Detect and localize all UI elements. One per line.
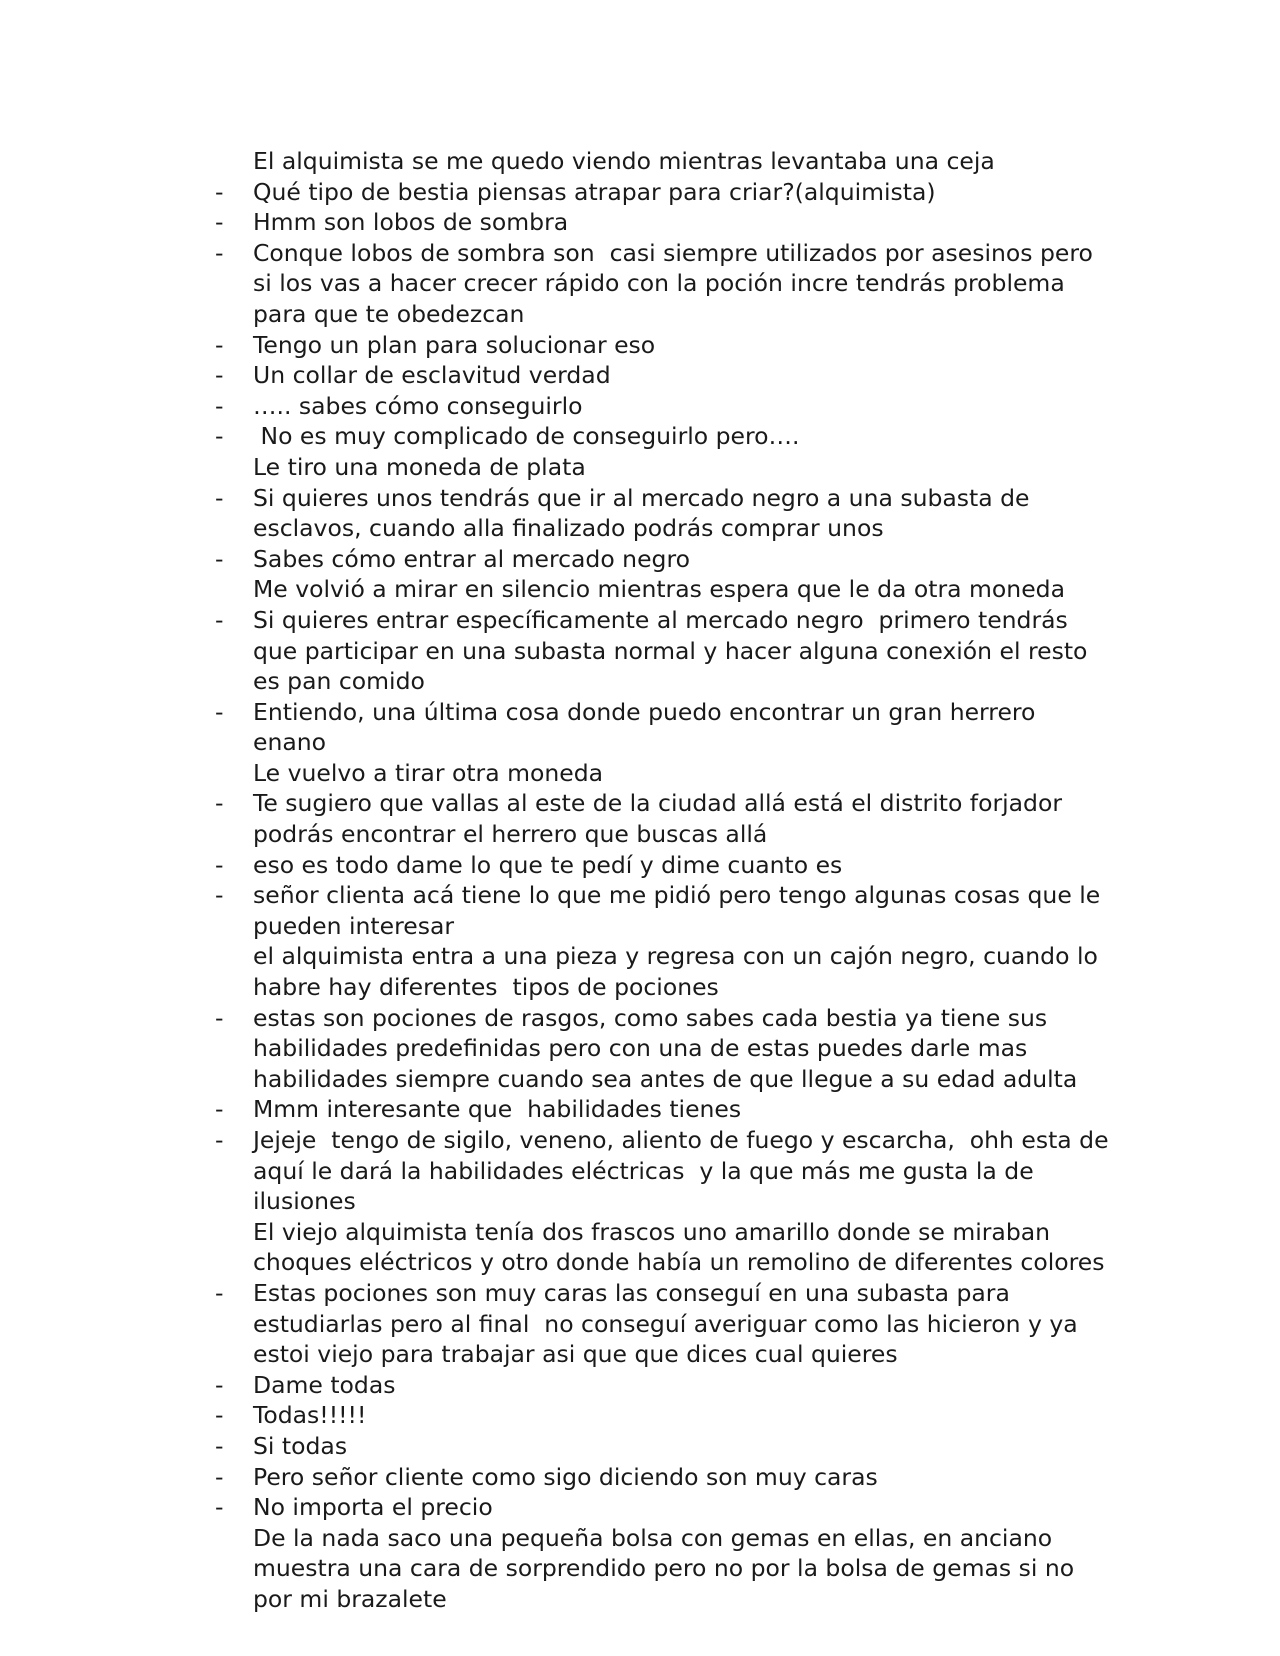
paragraph-text: Le tiro una moneda de plata	[253, 452, 586, 481]
paragraph-text: eso es todo dame lo que te pedí y dime cuanto es	[253, 850, 843, 879]
paragraph-text: El viejo alquimista tenía dos frascos uno amarillo donde se miraban choques eléctricos y otro donde había un remolino de diferentes colores	[253, 1217, 1105, 1277]
narration-line	[253, 1217, 1113, 1278]
dash-bullet: -	[215, 238, 224, 267]
dialogue-line	[215, 788, 1113, 849]
dash-bullet: -	[215, 1126, 224, 1154]
dash-bullet: -	[215, 330, 224, 359]
narration-line	[253, 574, 1113, 605]
paragraph-text: No es muy complicado de conseguirlo pero….	[253, 422, 800, 451]
paragraph-text: Todas!!!!!	[253, 1401, 367, 1430]
dialogue-line	[215, 880, 1113, 941]
dash-bullet: -	[215, 483, 224, 512]
document-body	[215, 146, 1117, 1615]
dialogue-line	[215, 697, 1113, 758]
dialogue-line	[215, 1278, 1113, 1370]
dialogue-line	[215, 177, 1113, 208]
paragraph-text: Le vuelvo a tirar otra moneda	[253, 758, 604, 787]
paragraph-text: Un collar de esclavitud verdad	[253, 361, 611, 390]
paragraph-text: ….. sabes cómo conseguirlo	[253, 391, 583, 420]
narration-line	[253, 758, 1113, 789]
dash-bullet: -	[215, 881, 224, 910]
dash-bullet: -	[215, 361, 224, 390]
narration-line	[253, 146, 1113, 177]
paragraph-text: Dame todas	[253, 1370, 396, 1399]
dialogue-line	[215, 1094, 1113, 1125]
dash-bullet: -	[215, 1003, 224, 1032]
paragraph-text: Tengo un plan para solucionar eso	[253, 330, 656, 359]
paragraph-text: De la nada saco una pequeña bolsa con gemas en ellas, en anciano muestra una cara de sorprendido pero no por la bolsa de gemas si no por mi brazalete	[253, 1523, 1082, 1613]
dialogue-line	[215, 330, 1113, 361]
dialogue-line	[215, 1492, 1113, 1523]
paragraph-text: Si todas	[253, 1431, 348, 1460]
dialogue-line	[215, 1400, 1113, 1431]
paragraph-text: Jejeje tengo de sigilo, veneno, aliento de fuego y escarcha, ohh esta de aquí le dará la habilidades eléctricas y la que más me gusta la de ilusiones	[253, 1126, 1117, 1216]
narration-line	[253, 941, 1113, 1002]
paragraph-text: estas son pociones de rasgos, como sabes cada bestia ya tiene sus habilidades predefinidas pero con una de estas puedes darle mas habilidades siempre cuando sea antes de que llegue a su edad adulta	[253, 1003, 1078, 1093]
paragraph-text: Qué tipo de bestia piensas atrapar para criar?(alquimista)	[253, 177, 936, 206]
dialogue-line	[215, 1370, 1113, 1401]
dialogue-line	[215, 1125, 1117, 1217]
paragraph-text: El alquimista se me quedo viendo mientras levantaba una ceja	[253, 147, 995, 175]
dash-bullet: -	[215, 605, 224, 634]
dash-bullet: -	[215, 1431, 224, 1460]
dialogue-line	[215, 850, 1113, 881]
paragraph-text: Estas pociones son muy caras las conseguí en una subasta para estudiarlas pero al final no conseguí averiguar como las hicieron y ya estoi viejo para trabajar asi que que dices cual quieres	[253, 1278, 1086, 1369]
dash-bullet: -	[215, 850, 224, 879]
paragraph-text: Hmm son lobos de sombra	[253, 208, 569, 237]
dash-bullet: -	[215, 1095, 224, 1124]
dash-bullet: -	[215, 391, 224, 420]
dialogue-line	[215, 1003, 1113, 1095]
paragraph-text: Entiendo, una última cosa donde puedo encontrar un gran herrero enano	[253, 697, 1043, 757]
paragraph-text: Conque lobos de sombra son casi siempre utilizados por asesinos pero si los vas a hacer crecer rápido con la poción incre tendrás problema para que te obedezcan	[253, 238, 1101, 328]
dash-bullet: -	[215, 697, 224, 726]
dialogue-line	[215, 207, 1113, 238]
dialogue-line	[215, 391, 1113, 422]
dialogue-line	[215, 544, 1113, 575]
paragraph-text: Me volvió a mirar en silencio mientras espera que le da otra moneda	[253, 575, 1065, 604]
dialogue-line	[215, 605, 1113, 697]
narration-line	[253, 452, 1113, 483]
dialogue-line	[215, 1431, 1113, 1462]
paragraph-text: el alquimista entra a una pieza y regresa con un cajón negro, cuando lo habre hay diferentes tipos de pociones	[253, 942, 1106, 1002]
paragraph-text: No importa el precio	[253, 1493, 493, 1522]
dash-bullet: -	[215, 1401, 224, 1430]
narration-line	[253, 1523, 1113, 1615]
dash-bullet: -	[215, 1370, 224, 1399]
dialogue-line	[215, 360, 1113, 391]
paragraph-text: Sabes cómo entrar al mercado negro	[253, 544, 690, 573]
dash-bullet: -	[215, 1462, 224, 1491]
paragraph-text: Si quieres unos tendrás que ir al mercado negro a una subasta de esclavos, cuando alla finalizado podrás comprar unos	[253, 483, 1037, 543]
dash-bullet: -	[215, 208, 224, 237]
dash-bullet: -	[215, 1278, 224, 1307]
dash-bullet: -	[215, 177, 224, 206]
dialogue-line	[215, 421, 1113, 452]
dash-bullet: -	[215, 789, 224, 818]
paragraph-text: Te sugiero que vallas al este de la ciudad allá está el distrito forjador podrás encontrar el herrero que buscas allá	[253, 789, 1070, 849]
dialogue-line	[215, 483, 1113, 544]
paragraph-text: señor clienta acá tiene lo que me pidió pero tengo algunas cosas que le pueden interesar	[253, 881, 1108, 940]
paragraph-text: Pero señor cliente como sigo diciendo son muy caras	[253, 1462, 878, 1491]
paragraph-text: Mmm interesante que habilidades tienes	[253, 1095, 742, 1124]
dash-bullet: -	[215, 544, 224, 573]
dialogue-line	[215, 238, 1113, 330]
dialogue-line	[215, 1462, 1113, 1493]
paragraph-text: Si quieres entrar específicamente al mercado negro primero tendrás que participar en una subasta normal y hacer alguna conexión el resto es pan comido	[253, 605, 1095, 696]
dash-bullet: -	[215, 1493, 224, 1522]
dash-bullet: -	[215, 422, 224, 451]
